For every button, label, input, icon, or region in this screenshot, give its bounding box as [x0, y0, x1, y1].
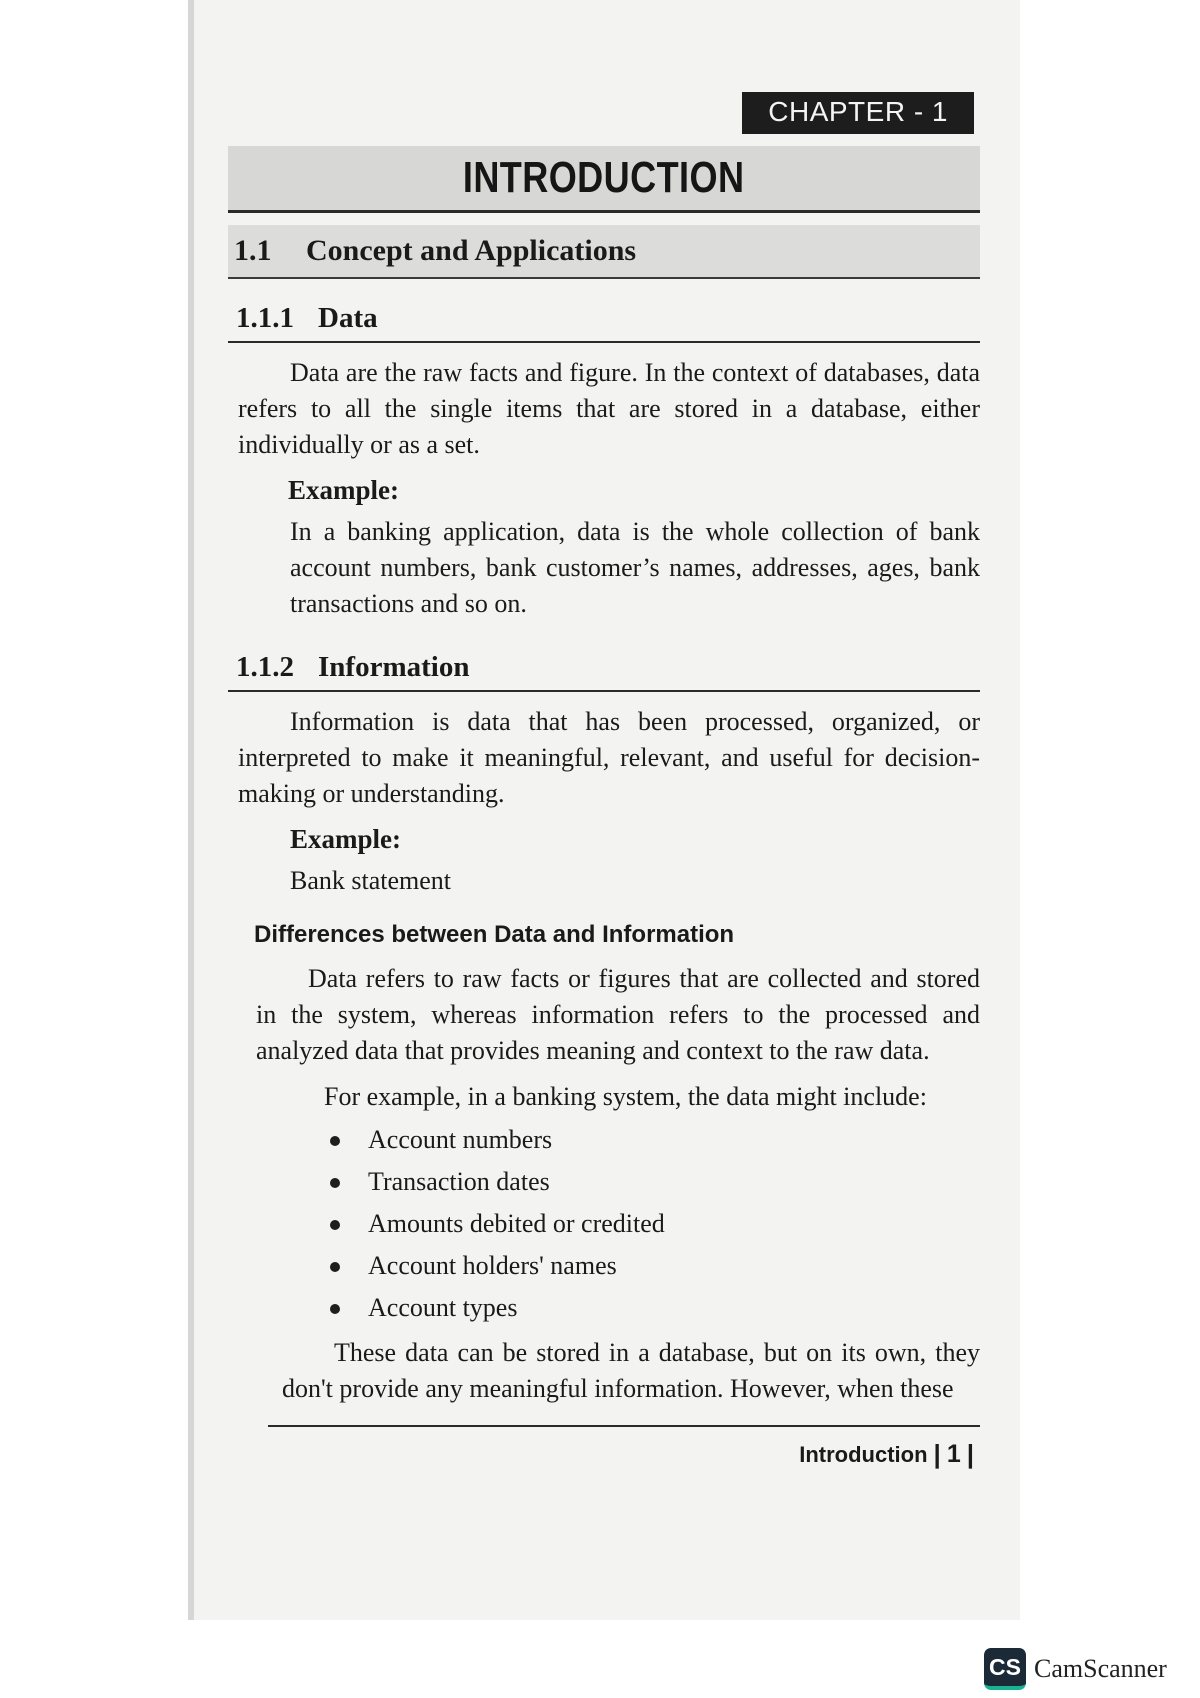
section-heading: [228, 225, 980, 279]
footer-divider: [268, 1425, 980, 1427]
chapter-title-bar: [228, 146, 980, 213]
camscanner-text: CamScanner: [1034, 1654, 1167, 1683]
page-footer: [228, 1439, 980, 1470]
differences-heading: Differences between Data and Information: [254, 921, 735, 948]
example-text: In a banking application, data is the whole collection of bank account numbers, bank customer’s names, addresses, ages, bank transactions and so on.: [290, 517, 980, 618]
list-item: Account types: [330, 1287, 980, 1329]
example-text: Bank statement: [290, 866, 452, 895]
differences-block: [228, 961, 980, 1407]
page-edge-shadow: [188, 0, 194, 1620]
subsection-heading-information: [228, 644, 980, 692]
list-item: Amounts debited or credited: [330, 1203, 980, 1245]
chapter-title: INTRODUCTION: [463, 153, 745, 202]
list-item: Transaction dates: [330, 1161, 980, 1203]
closing-paragraph: These data can be stored in a database, but on its own, they don't provide any meaningful information. However, when these: [282, 1338, 980, 1403]
differences-paragraph: Data refers to raw facts or figures that are collected and stored in the system, whereas information refers to the processed and analyzed data that provides meaning and context to the raw data.: [256, 964, 980, 1065]
example-label: Example:: [290, 824, 401, 854]
section-number: 1.1: [234, 234, 272, 267]
chapter-row: [228, 92, 980, 140]
list-item: Account holders' names: [330, 1245, 980, 1287]
subsection-number: 1.1.1: [236, 301, 294, 334]
section-title: Concept and Applications: [306, 234, 637, 267]
camscanner-logo-icon: CS: [984, 1648, 1026, 1690]
document-page: [228, 92, 980, 1470]
example-label: Example:: [288, 475, 399, 505]
footer-separator: |: [966, 1439, 974, 1469]
chapter-badge: CHAPTER - 1: [742, 92, 974, 134]
footer-label: Introduction: [799, 1441, 928, 1467]
subsection-number: 1.1.2: [236, 650, 294, 683]
subsection-title: Data: [318, 301, 378, 334]
subsection-title: Information: [318, 650, 470, 683]
list-item: Account numbers: [330, 1119, 980, 1161]
camscanner-watermark: [984, 1648, 1167, 1690]
page-number: 1: [946, 1440, 961, 1468]
data-definition-paragraph: Data are the raw facts and figure. In the context of databases, data refers to all the single items that are stored in a database, either individually or as a set.: [238, 358, 980, 459]
example-lead: For example, in a banking system, the data might include:: [324, 1082, 927, 1111]
information-definition-paragraph: Information is data that has been processed, organized, or interpreted to make it meaningful, relevant, and useful for decision-making or understanding.: [238, 707, 980, 808]
footer-separator: |: [933, 1439, 941, 1469]
subsection-heading-data: [228, 295, 980, 343]
bullet-list: [246, 1119, 980, 1329]
